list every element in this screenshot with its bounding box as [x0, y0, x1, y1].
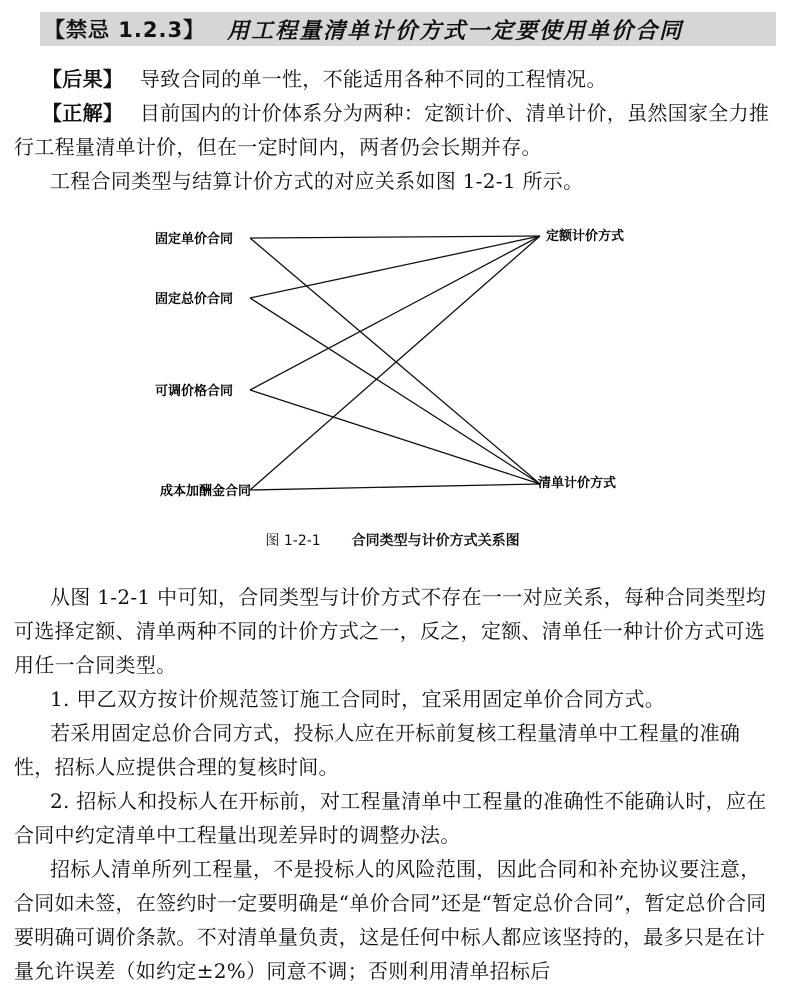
figure-title: 合同类型与计价方式关系图 [351, 533, 520, 549]
solution-text: 目前国内的计价体系分为两种：定额计价、清单计价，虽然国家全力推行工程量清单计价，但在一定时间内，两者仍会长期并存。 [14, 101, 770, 159]
section-title: 用工程量清单计价方式一定要使用单价合同 [227, 18, 684, 44]
consequence-text: 导致合同的单一性，不能适用各种不同的工程情况。 [139, 67, 607, 91]
line-fixed-total-quota [250, 236, 540, 298]
line-fixed-unit-quota [250, 236, 540, 238]
body-paragraph-2: 1. 甲乙双方按计价规范签订施工合同时，宜采用固定单价合同方式。 [50, 687, 666, 711]
body-paragraph-4: 2. 招标人和投标人在开标前，对工程量清单中工程量的准确性不能确认时，应在合同中约定清单中工程量出现差异时的调整办法。 [14, 789, 767, 847]
node-fixed-total-price: 固定总价合同 [155, 292, 234, 307]
line-adjustable-list [250, 390, 540, 484]
node-fixed-unit-price: 固定单价合同 [155, 232, 234, 247]
figure-number: 图 1-2-1 [265, 533, 321, 549]
node-quota-pricing: 定额计价方式 [546, 229, 625, 244]
section-tag: 【禁忌 1.2.3】 [44, 18, 206, 42]
body-paragraph-3: 若采用固定总价合同方式，投标人应在开标前复核工程量清单中工程量的准确性，招标人应提供合理的复核时间。 [14, 721, 741, 779]
body-paragraph-5: 招标人清单所列工程量，不是投标人的风险范围，因此合同和补充协议要注意，合同如未签，在签约时一定要明确是“单价合同”还是“暂定总价合同”，暂定总价合同要明确可调价条款。不对清单量负责，这是任何中标人都应该坚持的，最多只是在计量允许误差（如约定±2%）同意不调；否则利用清单招标后 [14, 857, 767, 983]
consequence-label: 【后果】 [42, 67, 124, 91]
line-cost-plus-list [250, 484, 540, 490]
node-list-pricing: 清单计价方式 [538, 476, 617, 491]
node-adjustable-price: 可调价格合同 [155, 384, 234, 399]
figure-caption [0, 530, 785, 550]
line-fixed-total-list [250, 298, 540, 484]
body-paragraph-1: 从图 1-2-1 中可知，合同类型与计价方式不存在一一对应关系，每种合同类型均可选择定额、清单两种不同的计价方式之一，反之，定额、清单任一种计价方式可选用任一合同类型。 [14, 585, 767, 677]
solution-label: 【正解】 [42, 101, 124, 125]
node-cost-plus-fee: 成本加酬金合同 [160, 484, 252, 499]
connection-lines [250, 236, 540, 490]
intro-paragraph: 工程合同类型与结算计价方式的对应关系如图 1-2-1 所示。 [50, 169, 584, 193]
line-adjustable-quota [250, 236, 540, 390]
